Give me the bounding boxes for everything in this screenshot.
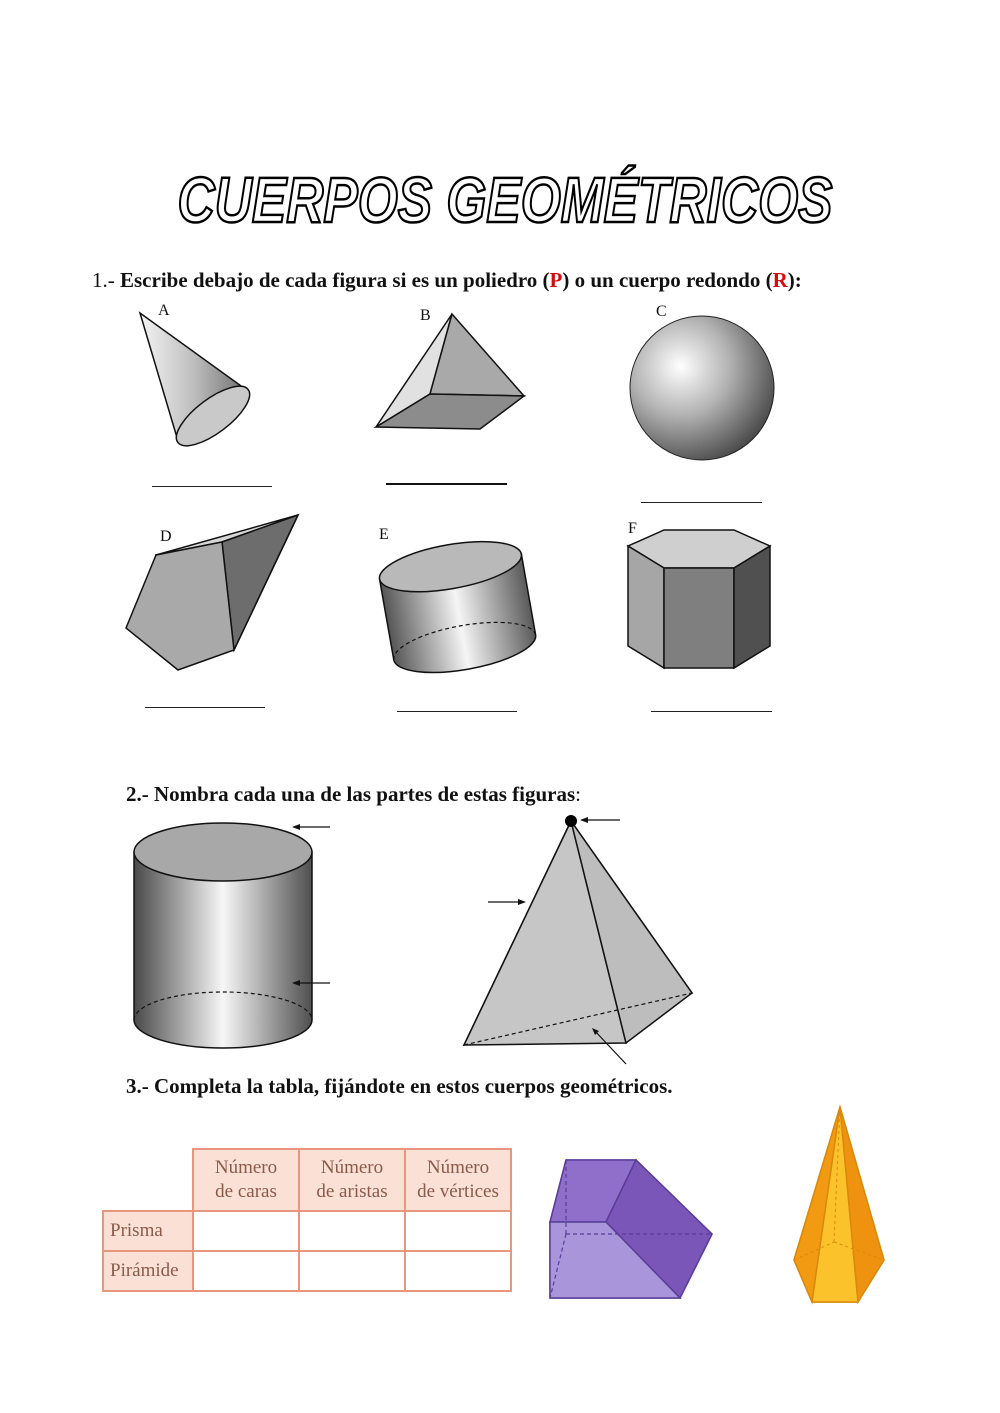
poliedro-letter: P	[549, 268, 563, 292]
cell-prisma-caras[interactable]	[193, 1211, 299, 1251]
cell-prisma-aristas[interactable]	[299, 1211, 405, 1251]
figure-label-c: C	[656, 303, 667, 320]
cylinder-e-figure	[372, 518, 542, 678]
figure-label-a: A	[158, 302, 170, 319]
table-header-caras: Número de caras	[193, 1149, 299, 1211]
pyramid-d-figure	[122, 510, 307, 675]
answer-blank-f[interactable]	[651, 711, 772, 712]
redondo-letter: R	[772, 268, 788, 292]
cell-piramide-vertices[interactable]	[405, 1251, 511, 1291]
cell-piramide-aristas[interactable]	[299, 1251, 405, 1291]
question-1-text-c: ):	[787, 268, 802, 292]
cell-prisma-vertices[interactable]	[405, 1211, 511, 1251]
question-1	[92, 268, 802, 293]
question-1-text-b: ) o un cuerpo redondo (	[562, 268, 773, 292]
purple-prism-figure	[546, 1156, 718, 1302]
title-text: CUERPOS GEOMÉTRICOS	[177, 164, 833, 236]
question-3	[126, 1074, 673, 1099]
cone-figure	[130, 305, 260, 455]
question-2	[126, 782, 581, 807]
table-corner	[103, 1149, 193, 1211]
hex-prism-figure	[626, 528, 776, 673]
pyramid-parts-figure	[460, 808, 710, 1070]
answer-blank-a[interactable]	[152, 486, 272, 487]
answer-blank-b[interactable]	[386, 483, 507, 485]
row-header-piramide: Pirámide	[103, 1251, 193, 1291]
table-header-vertices: Número de vértices	[405, 1149, 511, 1211]
pyramid-b-figure	[372, 310, 532, 435]
question-1-number: 1.-	[92, 268, 115, 292]
figure-label-e: E	[379, 526, 389, 543]
completion-table	[102, 1148, 512, 1292]
figure-label-b: B	[420, 307, 431, 324]
orange-pyramid-figure	[788, 1104, 892, 1308]
figure-label-d: D	[160, 528, 172, 545]
table-header-aristas: Número de aristas	[299, 1149, 405, 1211]
cell-piramide-caras[interactable]	[193, 1251, 299, 1291]
question-1-text-a: Escribe debajo de cada figura si es un poliedro (	[120, 268, 550, 292]
answer-blank-d[interactable]	[145, 707, 265, 708]
answer-blank-c[interactable]	[641, 502, 762, 503]
sphere-figure	[628, 318, 778, 468]
question-3-text: 3.- Completa la tabla, fijándote en estos cuerpos geométricos.	[126, 1074, 673, 1098]
table-row	[103, 1211, 511, 1251]
answer-blank-e[interactable]	[397, 711, 517, 712]
figure-label-f: F	[628, 520, 637, 537]
question-2-colon: :	[575, 782, 582, 806]
cylinder-parts-figure	[128, 815, 338, 1055]
vertex-dot	[565, 815, 577, 827]
page-title	[160, 150, 850, 240]
table-row	[103, 1251, 511, 1291]
row-header-prisma: Prisma	[103, 1211, 193, 1251]
question-2-text: 2.- Nombra cada una de las partes de estas figuras	[126, 782, 576, 806]
